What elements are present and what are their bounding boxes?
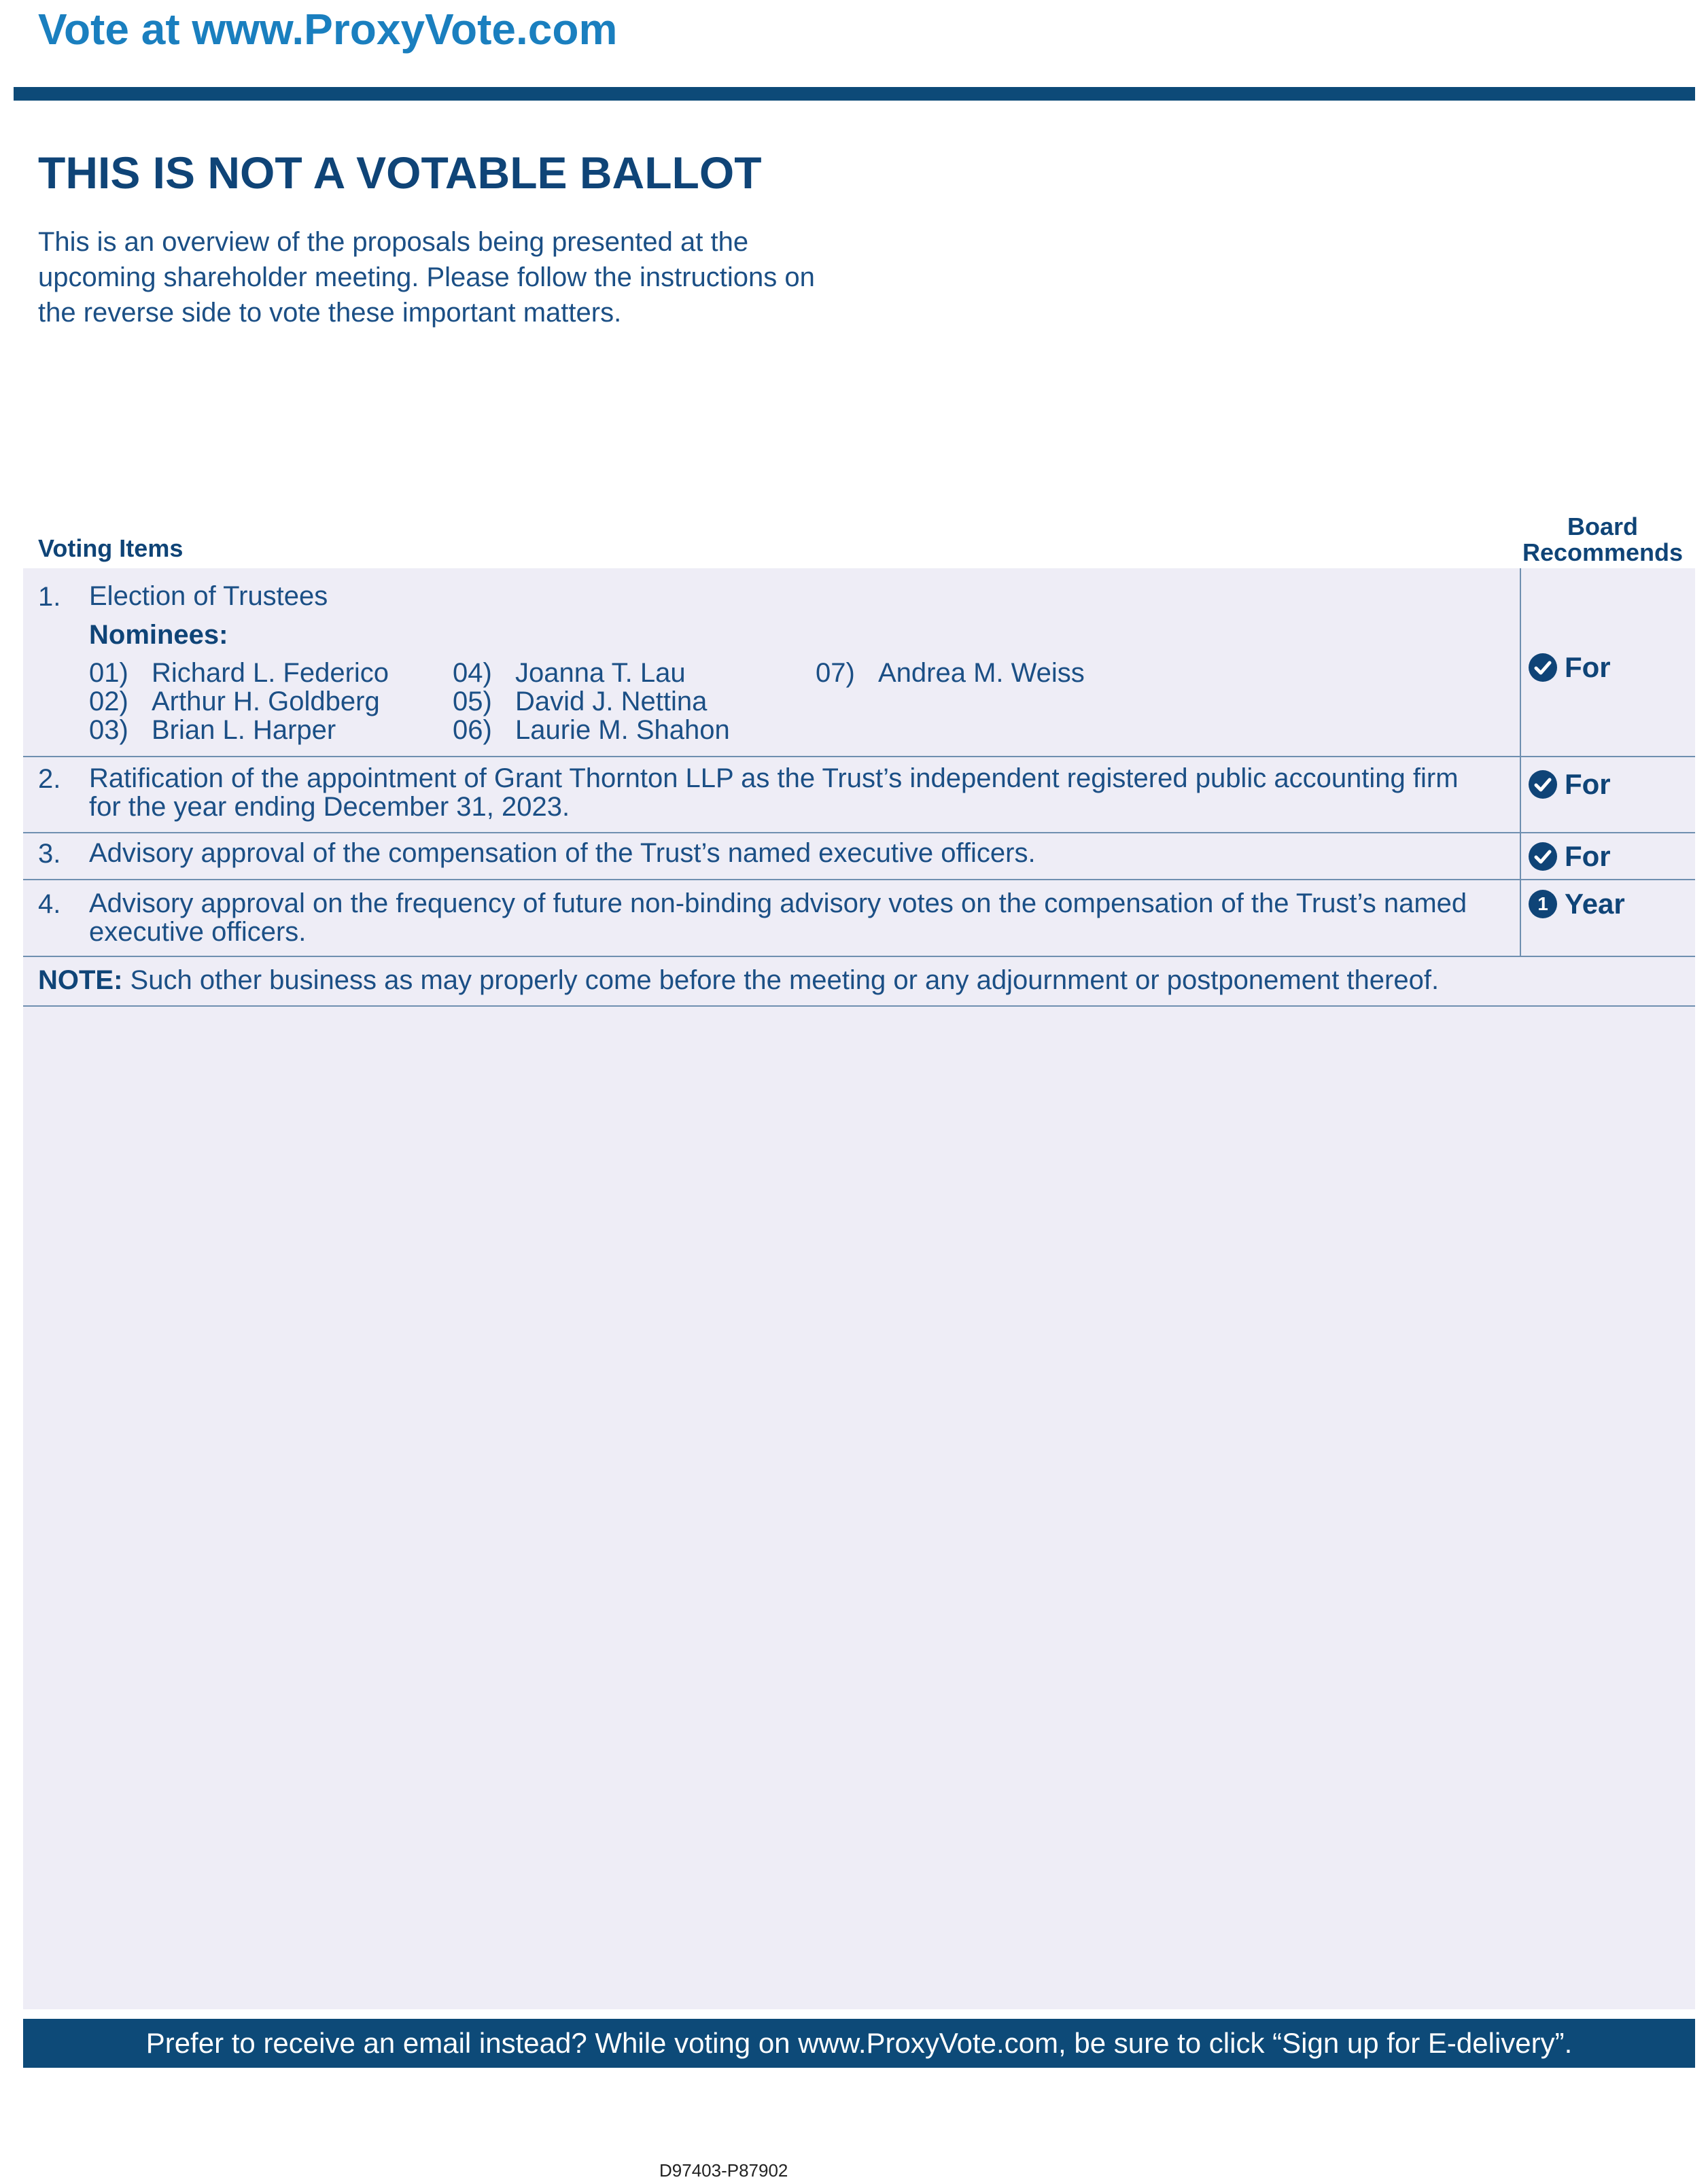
recommendation [1528,768,1611,801]
row-divider [23,832,1695,833]
recommendation [1528,651,1611,684]
item-text-line: for the year ending December 31, 2023. [89,792,570,822]
e-delivery-banner [23,2019,1695,2068]
item-text [89,582,328,610]
column-divider [1520,568,1521,956]
row-divider [23,1005,1695,1007]
recommendation-label: For [1565,840,1611,872]
nominee-name: Arthur H. Goldberg [152,687,380,716]
item-number: 4. [38,889,61,919]
nominee-number: 03) [89,715,128,745]
intro-line: the reverse side to vote these important matters. [38,298,622,328]
nominee [453,687,707,717]
intro-paragraph [38,224,894,330]
recommendation-label: For [1565,768,1611,800]
nominee-number: 04) [453,658,492,688]
check-circle-icon [1528,769,1558,799]
item-text-line: Advisory approval on the frequency of future non-binding advisory votes on the compensation of the Trust’s named [89,888,1467,918]
nominee [89,658,389,689]
recommendation-label: For [1565,651,1611,683]
nominee-name: Laurie M. Shahon [515,715,730,745]
row-divider [23,756,1695,757]
item-text [89,889,1467,946]
item-number: 1. [38,582,61,612]
recommendation-label: Year [1565,888,1625,920]
e-delivery-text: Prefer to receive an email instead? While voting on www.ProxyVote.com, be sure to click “Sign up for E-delivery”. [145,2027,1573,2059]
nominee [453,715,730,746]
note [38,965,1439,996]
item-number: 3. [38,839,61,869]
nominee-name: David J. Nettina [515,687,708,716]
item-text-line: executive officers. [89,917,307,947]
nominee-number: 05) [453,687,492,716]
nominee-name: Richard L. Federico [152,658,389,688]
note-text: Such other business as may properly come before the meeting or any adjournment or postponement thereof. [122,965,1440,995]
item-text-line: Election of Trustees [89,581,328,611]
intro-line: upcoming shareholder meeting. Please follow the instructions on [38,262,815,292]
row-divider [23,956,1695,957]
svg-text:1: 1 [1537,893,1548,914]
item-number: 2. [38,764,61,794]
number-one-circle-icon [1528,889,1558,919]
item-text [89,839,1036,867]
top-rule [14,87,1695,101]
nominee-number: 07) [816,658,855,688]
nominee [89,687,380,717]
header-title: Vote at www.ProxyVote.com [38,5,618,54]
voting-items-header: Voting Items [38,534,184,562]
nominee-name: Andrea M. Weiss [878,658,1085,688]
board-recommends-line: Board [1567,513,1638,540]
board-recommends-header [1514,514,1691,566]
document-code: D97403-P87902 [659,2160,788,2181]
check-circle-icon [1528,842,1558,871]
board-recommends-line: Recommends [1522,538,1684,566]
nominee-number: 06) [453,715,492,745]
intro-line: This is an overview of the proposals being presented at the [38,227,749,257]
check-circle-icon [1528,653,1558,682]
item-text-line: Advisory approval of the compensation of the Trust’s named executive officers. [89,838,1036,868]
recommendation [1528,888,1625,920]
nominee [89,715,336,746]
recommendation [1528,840,1611,873]
nominee-name: Brian L. Harper [152,715,336,745]
row-divider [23,879,1695,880]
nominees-label: Nominees: [89,620,228,650]
item-text-line: Ratification of the appointment of Grant Thornton LLP as the Trust’s independent registered public accounting firm [89,763,1459,793]
nominee-number: 01) [89,658,128,688]
nominee [816,658,1085,689]
item-text [89,764,1459,821]
ballot-heading: THIS IS NOT A VOTABLE BALLOT [38,148,762,198]
nominee-number: 02) [89,687,128,716]
nominee-name: Joanna T. Lau [515,658,686,688]
nominee [453,658,686,689]
note-label: NOTE: [38,965,123,995]
